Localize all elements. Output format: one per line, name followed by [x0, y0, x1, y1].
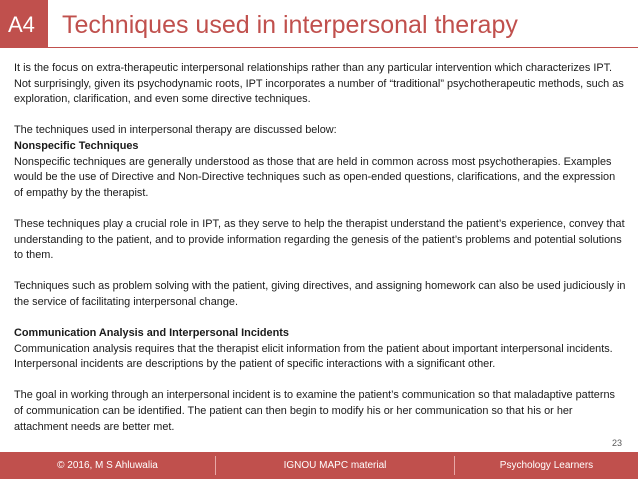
paragraph-problem-solving: Techniques such as problem solving with the patient, giving directives, and assigning homework can also be used judiciously in the service of facilitating interpersonal change.: [14, 280, 626, 308]
footer-copyright: © 2016, M S Ahluwalia: [57, 460, 158, 471]
footer-bar: [0, 452, 638, 479]
paragraph-role: These techniques play a crucial role in IPT, as they serve to help the therapist understand the patient’s experience, convey that understanding to the patient, and to provide information regarding the genesis of the patient’s problems and potential solutions to them.: [14, 217, 625, 262]
footer-source: IGNOU MAPC material: [283, 460, 387, 471]
subheading-communication: Communication Analysis and Interpersonal Incidents: [14, 327, 289, 340]
section-code: A4: [8, 12, 35, 37]
slide-title: Techniques used in interpersonal therapy: [62, 11, 518, 39]
title-underline: [48, 47, 638, 48]
paragraph-intro: It is the focus on extra-therapeutic interpersonal relationships rather than any particular intervention which characterizes IPT. Not surprisingly, given its psychodynamic roots, IPT incorporates a number of “traditional” psychotherapeutic methods, such as exploration, clarification, and even some directive techniques.: [14, 62, 624, 106]
section-code-tab: [0, 0, 48, 48]
paragraph-communication: Communication analysis requires that the therapist elicit information from the patient about important interpersonal incidents. Interpersonal incidents are descriptions by the patient of specific interactions with a significant other.: [14, 342, 613, 371]
paragraph-goal: The goal in working through an interpersonal incident is to examine the patient’s communication so that maladaptive patterns of communication can be identified. The patient can then begin to modify his or her communication so that his or her attachment needs are better met.: [14, 389, 615, 433]
subheading-nonspecific: Nonspecific Techniques: [14, 139, 139, 152]
paragraph-nonspecific: Nonspecific techniques are generally understood as those that are held in common across most psychotherapies. Examples would be the use of Directive and Non-Directive techniques such as open-ended questions, clarifications, and the expression of empathy by the therapist.: [14, 155, 616, 199]
slide-body: [14, 61, 626, 435]
footer-brand: Psychology Learners: [499, 460, 594, 471]
page-number: 23: [611, 438, 622, 448]
paragraph-techniques-intro: The techniques used in interpersonal therapy are discussed below:: [14, 124, 337, 137]
